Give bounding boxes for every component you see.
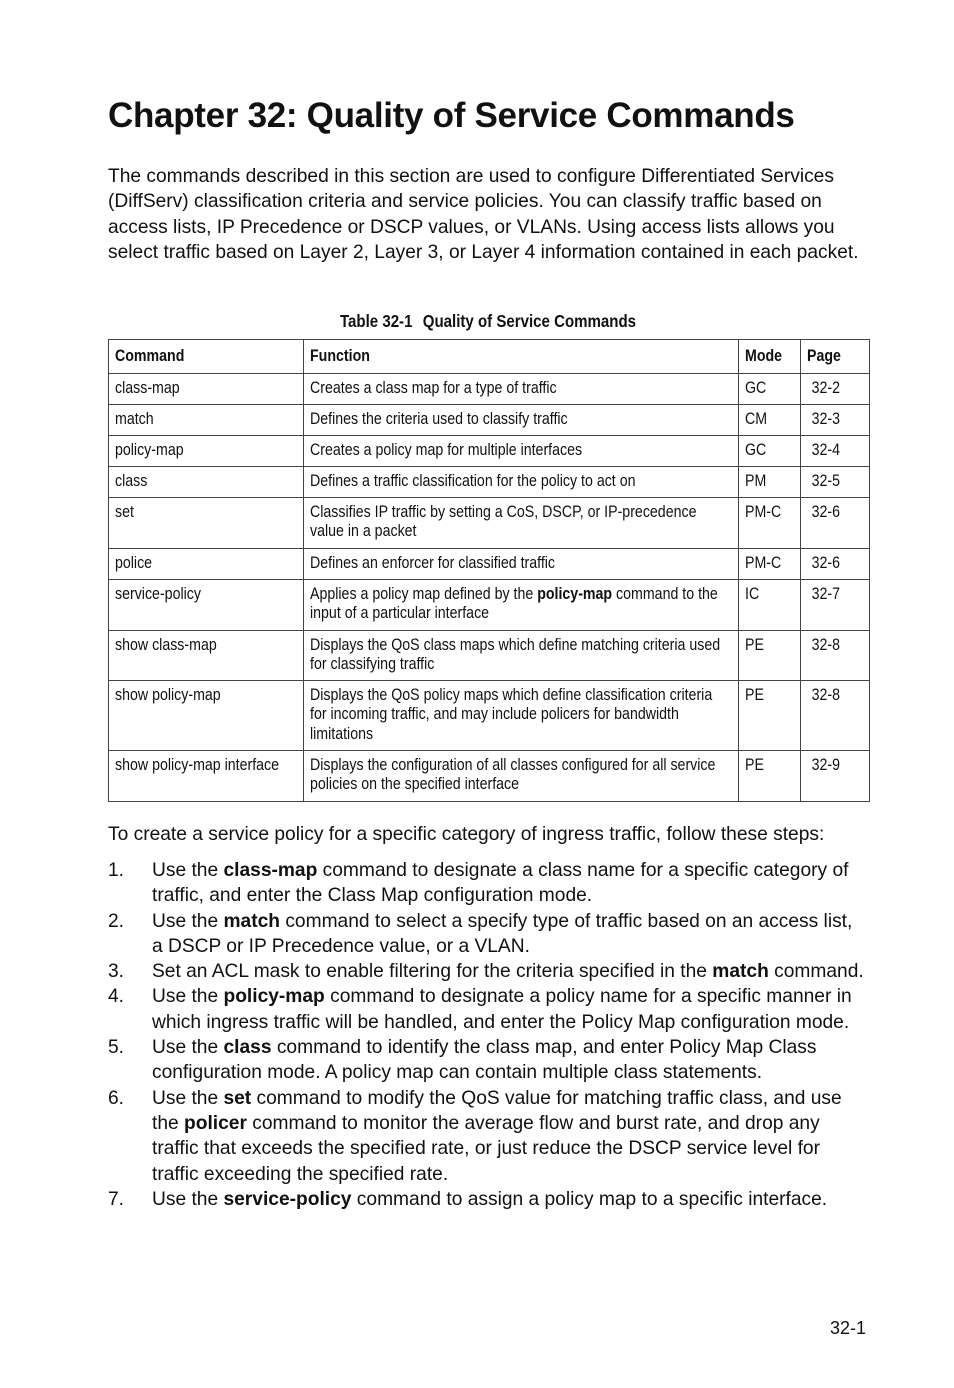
list-item: 7. Use the service-policy command to assign a policy map to a specific interface. xyxy=(108,1188,828,1210)
cell-function: Defines an enforcer for classified traffic xyxy=(304,549,739,580)
table-row xyxy=(109,549,870,580)
list-item: 1. Use the class-map command to designate a class name for a specific category of traffic, and enter the Class Map configuration mode. xyxy=(108,860,849,907)
cell-function: Defines a traffic classification for the policy to act on xyxy=(304,467,739,498)
cell-page: 32-6 xyxy=(801,549,870,580)
cell-command: policy-map xyxy=(109,436,304,467)
steps-list xyxy=(108,858,868,1212)
cell-page: 32-8 xyxy=(801,631,870,681)
cell-command: match xyxy=(109,405,304,436)
cell-page: 32-6 xyxy=(801,498,870,549)
table-caption xyxy=(161,311,815,332)
header-page: Page xyxy=(801,340,870,374)
cell-page: 32-2 xyxy=(801,374,870,405)
cell-page: 32-5 xyxy=(801,467,870,498)
cell-command: class xyxy=(109,467,304,498)
page-number: 32-1 xyxy=(829,1318,866,1338)
cell-command: police xyxy=(109,549,304,580)
cell-mode: PM-C xyxy=(739,498,801,549)
cell-mode: PE xyxy=(739,681,801,751)
cell-mode: PE xyxy=(739,751,801,802)
header-command: Command xyxy=(109,340,304,374)
cell-command: show policy-map xyxy=(109,681,304,751)
cell-function: Classifies IP traffic by setting a CoS, DSCP, or IP-precedence value in a packet xyxy=(304,498,739,549)
cell-command: class-map xyxy=(109,374,304,405)
table-row xyxy=(109,631,870,681)
list-item: 4. Use the policy-map command to designate a policy name for a specific manner in which ingress traffic will be handled, and enter the Policy Map configuration mode. xyxy=(108,986,852,1033)
intro-paragraph: The commands described in this section are used to configure Differentiated Services (DiffServ) classification criteria and service policies. You can classify traffic based on access lists, IP Precedence or DSCP values, or VLANs. Using access lists allows you select traffic based on Layer 2, Layer 3, or Layer 4 information contained in each packet. xyxy=(108,166,859,263)
cell-function: Creates a policy map for multiple interfaces xyxy=(304,436,739,467)
cell-function: Displays the configuration of all classes configured for all service policies on the specified interface xyxy=(304,751,739,802)
list-item: 5. Use the class command to identify the class map, and enter Policy Map Class configuration mode. A policy map can contain multiple class statements. xyxy=(108,1037,817,1084)
cell-function: Applies a policy map defined by the policy-map command to the input of a particular interface xyxy=(304,580,739,631)
cell-mode: GC xyxy=(739,436,801,467)
table-header-row xyxy=(109,340,870,374)
chapter-title: Chapter 32: Quality of Service Commands xyxy=(108,96,795,135)
cell-command: show class-map xyxy=(109,631,304,681)
table-row xyxy=(109,436,870,467)
cell-function: Displays the QoS policy maps which define classification criteria for incoming traffic, and may include policers for bandwidth limitations xyxy=(304,681,739,751)
cell-function: Displays the QoS class maps which define matching criteria used for classifying traffic xyxy=(304,631,739,681)
cell-page: 32-3 xyxy=(801,405,870,436)
cell-page: 32-8 xyxy=(801,681,870,751)
cell-page: 32-9 xyxy=(801,751,870,802)
steps-intro: To create a service policy for a specific category of ingress traffic, follow these steps: xyxy=(108,824,825,845)
cell-command: show policy-map interface xyxy=(109,751,304,802)
header-function: Function xyxy=(304,340,739,374)
cell-mode: PE xyxy=(739,631,801,681)
list-item: 2. Use the match command to select a specify type of traffic based on an access list, a DSCP or IP Precedence value, or a VLAN. xyxy=(108,910,853,957)
table-caption-label: Table 32-1 xyxy=(339,311,413,331)
cell-mode: GC xyxy=(739,374,801,405)
table-row xyxy=(109,580,870,631)
table-row xyxy=(109,751,870,802)
table-row xyxy=(109,498,870,549)
table-row xyxy=(109,374,870,405)
table-row xyxy=(109,681,870,751)
cell-function: Creates a class map for a type of traffic xyxy=(304,374,739,405)
qos-commands-table xyxy=(108,339,870,802)
table-row xyxy=(109,467,870,498)
table-row xyxy=(109,405,870,436)
cell-mode: CM xyxy=(739,405,801,436)
cell-page: 32-4 xyxy=(801,436,870,467)
cell-mode: PM xyxy=(739,467,801,498)
cell-command: set xyxy=(109,498,304,549)
cell-page: 32-7 xyxy=(801,580,870,631)
header-mode: Mode xyxy=(739,340,801,374)
cell-mode: IC xyxy=(739,580,801,631)
cell-function: Defines the criteria used to classify traffic xyxy=(304,405,739,436)
cell-command: service-policy xyxy=(109,580,304,631)
list-item: 3. Set an ACL mask to enable filtering for the criteria specified in the match command. xyxy=(108,961,864,983)
cell-mode: PM-C xyxy=(739,549,801,580)
list-item: 6. Use the set command to modify the QoS value for matching traffic class, and use the policer command to monitor the average flow and burst rate, and drop any traffic that exceeds the specified rate, or just reduce the DSCP service level for traffic exceeding the specified rate. xyxy=(108,1087,842,1185)
table-caption-title: Quality of Service Commands xyxy=(422,311,637,331)
